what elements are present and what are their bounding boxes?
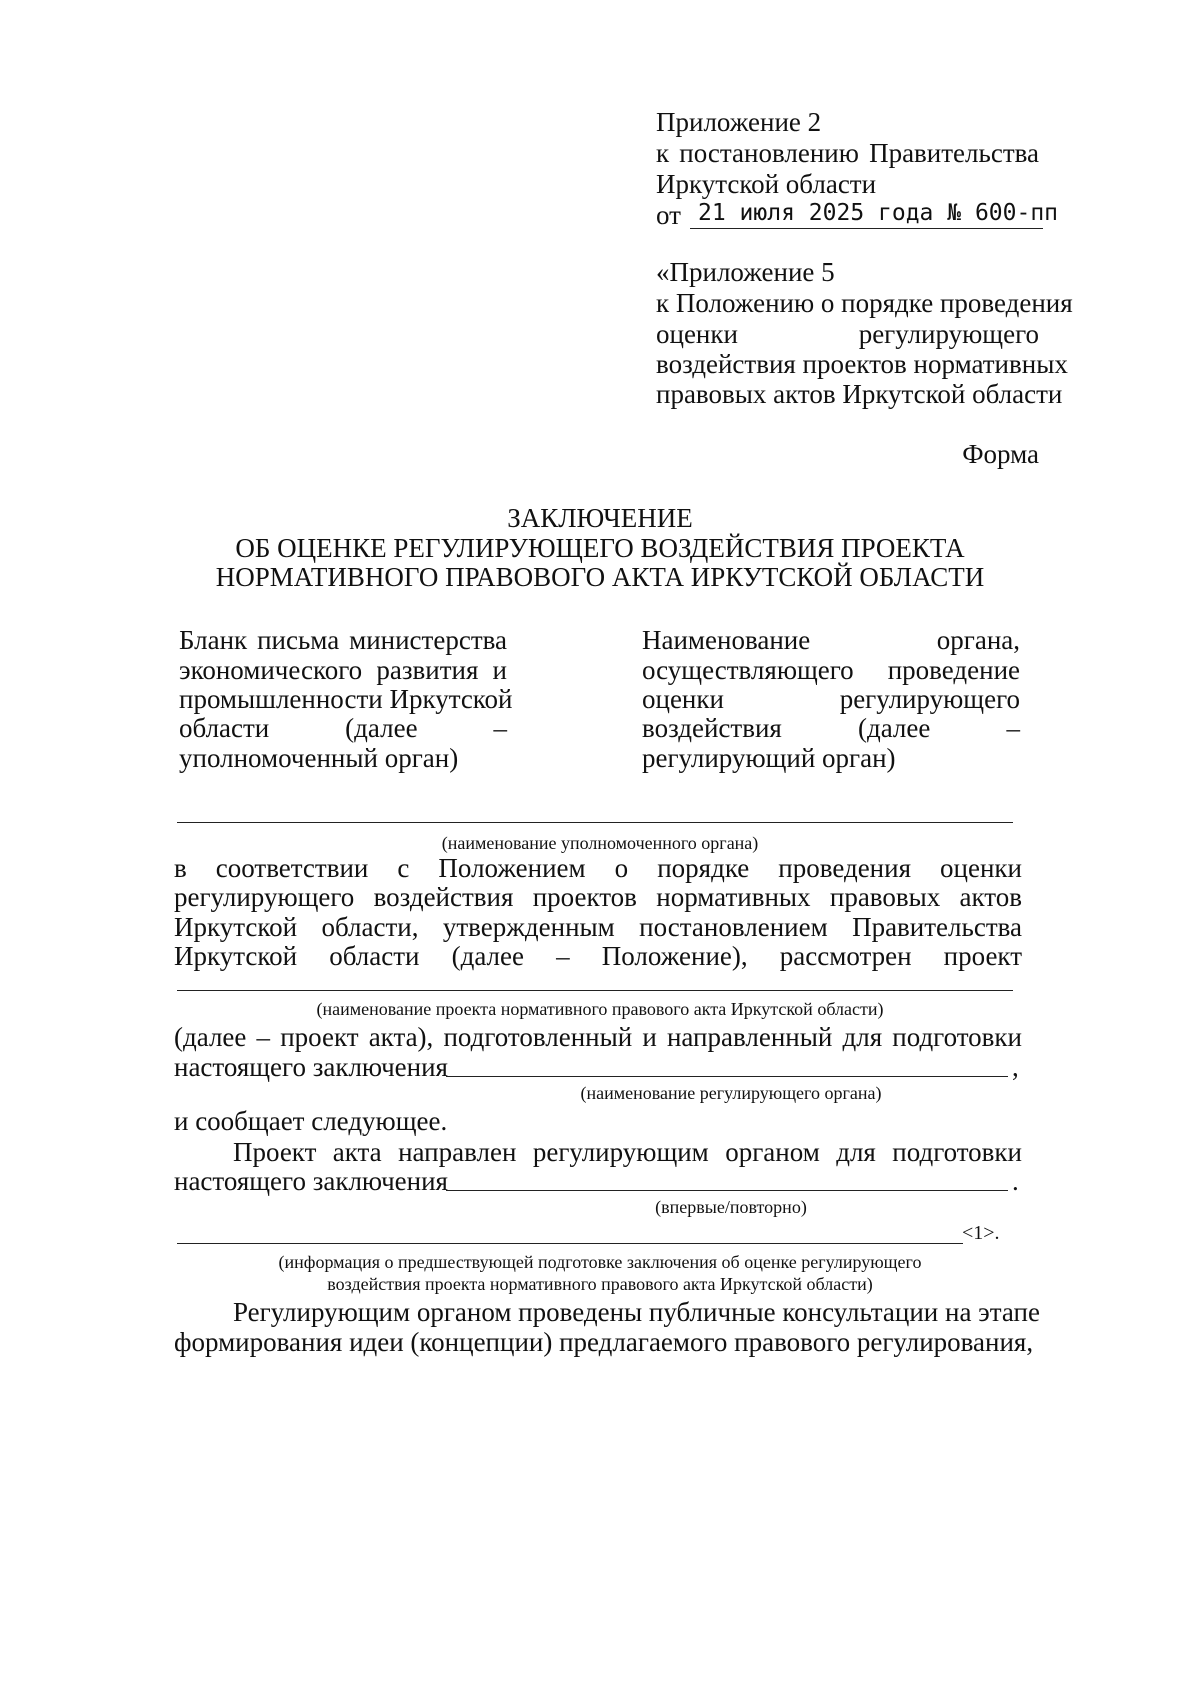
inner-appendix-line: к Положению о порядке проведения <box>656 288 1073 318</box>
text-line: Проект акта направлен регулирующим органом для подготовки <box>233 1137 1022 1167</box>
caption-info: (информация о предшествующей подготовке заключения об оценке регулирующего <box>278 1252 922 1272</box>
inner-appendix-line: правовых актов Иркутской области <box>656 379 1063 409</box>
text-line: в соответствии с Положением о порядке проведения оценки <box>174 853 1022 883</box>
regulating-body-blank[interactable] <box>446 1076 1008 1077</box>
regulating-body-line: осуществляющего проведение <box>642 655 1020 685</box>
appendix-date-prefix: от <box>656 200 681 230</box>
appendix-line: Иркутской области <box>656 169 877 199</box>
inner-appendix-line: оценки регулирующего <box>656 319 1039 349</box>
inner-appendix-title: «Приложение 5 <box>656 257 835 287</box>
appendix-date-value: 21 июля 2025 года № 600-пп <box>690 198 1043 229</box>
punctuation: . <box>1012 1166 1019 1196</box>
caption-authorized: (наименование уполномоченного органа) <box>441 833 759 853</box>
letterhead-line: области (далее – <box>179 713 507 743</box>
caption-project: (наименование проекта нормативного правового акта Иркутской области) <box>316 999 884 1019</box>
regulating-body-line: воздействия (далее – <box>642 713 1020 743</box>
regulating-body-line: оценки регулирующего <box>642 684 1020 714</box>
text-line: Регулирующим органом проведены публичные консультации на этапе <box>233 1297 1040 1327</box>
text-line: и сообщает следующее. <box>174 1106 448 1136</box>
caption-info: воздействия проекта нормативного правового акта Иркутской области) <box>327 1274 873 1294</box>
authorized-body-blank[interactable] <box>177 822 1013 823</box>
previous-info-blank[interactable] <box>177 1243 963 1244</box>
text-line: настоящего заключения <box>174 1052 448 1082</box>
text-line: (далее – проект акта), подготовленный и направленный для подготовки <box>174 1022 1022 1052</box>
heading-line: ОБ ОЦЕНКЕ РЕГУЛИРУЮЩЕГО ВОЗДЕЙСТВИЯ ПРОЕКТА <box>235 533 965 563</box>
text-line: регулирующего воздействия проектов нормативных правовых актов <box>174 882 1022 912</box>
punctuation: , <box>1012 1052 1019 1082</box>
letterhead-line: Бланк письма министерства <box>179 625 507 655</box>
footnote-ref: <1>. <box>962 1222 1000 1244</box>
text-line: настоящего заключения <box>174 1166 448 1196</box>
inner-appendix-line: воздействия проектов нормативных <box>656 349 1068 379</box>
form-label: Форма <box>962 439 1039 469</box>
text-line: Иркутской области, утвержденным постановлением Правительства <box>174 912 1022 942</box>
text-line: формирования идеи (концепции) предлагаемого правового регулирования, <box>174 1327 1034 1357</box>
regulating-body-line: регулирующий орган) <box>642 743 896 773</box>
letterhead-line: промышленности Иркутской <box>179 684 513 714</box>
heading-line: НОРМАТИВНОГО ПРАВОВОГО АКТА ИРКУТСКОЙ ОБЛАСТИ <box>215 562 985 592</box>
heading-line: ЗАКЛЮЧЕНИЕ <box>507 503 693 533</box>
project-name-blank[interactable] <box>177 990 1013 991</box>
regulating-body-line: Наименование органа, <box>642 625 1020 655</box>
caption-regulating: (наименование регулирующего органа) <box>580 1083 882 1103</box>
first-or-repeat-blank[interactable] <box>446 1190 1008 1191</box>
appendix-title: Приложение 2 <box>656 107 822 137</box>
caption-first: (впервые/повторно) <box>655 1197 807 1217</box>
letterhead-line: экономического развития и <box>179 655 507 685</box>
text-line: Иркутской области (далее – Положение), рассмотрен проект <box>174 941 1022 971</box>
appendix-line: к постановлению Правительства <box>656 138 1039 168</box>
letterhead-line: уполномоченный орган) <box>179 743 459 773</box>
